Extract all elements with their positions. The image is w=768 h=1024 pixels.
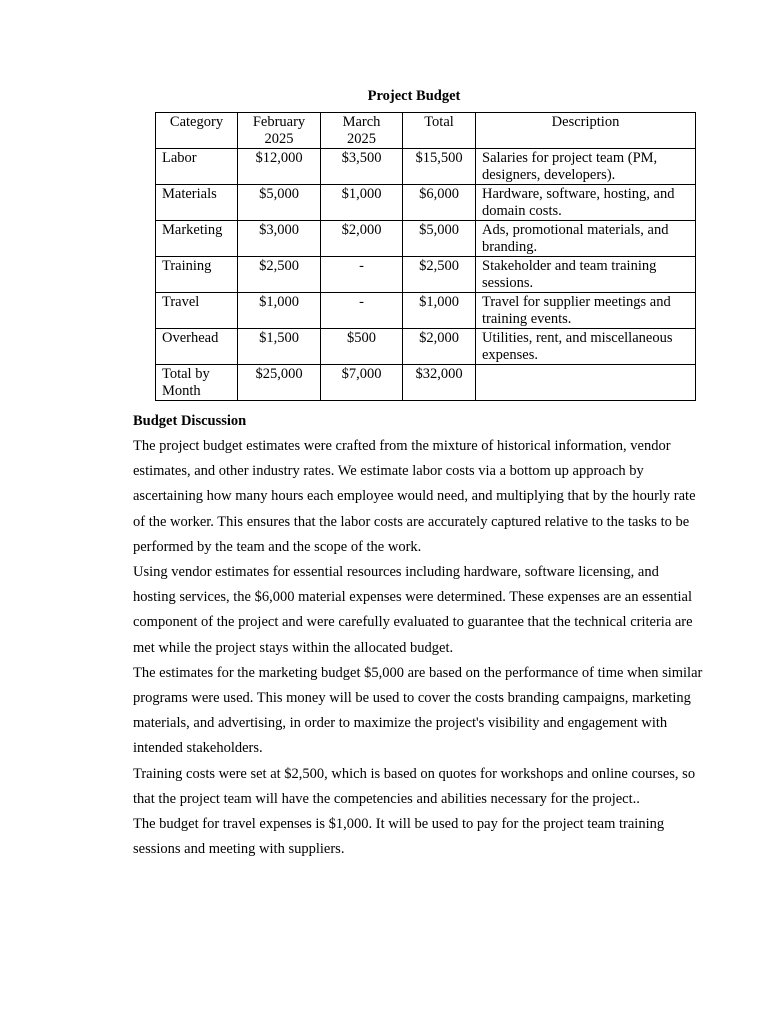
cell-category: Total by Month — [156, 365, 238, 401]
table-row — [156, 221, 696, 257]
cell-category: Overhead — [156, 329, 238, 365]
cell-category: Marketing — [156, 221, 238, 257]
discussion-heading: Budget Discussion — [133, 413, 247, 429]
header-description: Description — [476, 113, 696, 149]
table-row-totals — [156, 365, 696, 401]
cell-march: - — [321, 293, 403, 329]
cell-category: Travel — [156, 293, 238, 329]
cell-total: $32,000 — [403, 365, 476, 401]
header-february: February 2025 — [238, 113, 321, 149]
cell-description: Stakeholder and team training sessions. — [476, 257, 696, 293]
table-row — [156, 329, 696, 365]
cell-march: $1,000 — [321, 185, 403, 221]
cell-march: $500 — [321, 329, 403, 365]
cell-february: $12,000 — [238, 149, 321, 185]
cell-march: $3,500 — [321, 149, 403, 185]
cell-description: Salaries for project team (PM, designers, developers). — [476, 149, 696, 185]
table-row — [156, 185, 696, 221]
cell-description: Utilities, rent, and miscellaneous expenses. — [476, 329, 696, 365]
cell-total: $1,000 — [403, 293, 476, 329]
table-title: Project Budget — [367, 88, 461, 104]
cell-february: $2,500 — [238, 257, 321, 293]
cell-march: $2,000 — [321, 221, 403, 257]
discussion-paragraph: The budget for travel expenses is $1,000. It will be used to pay for the project team training sessions and meeting with suppliers. — [133, 816, 665, 858]
header-category: Category — [156, 113, 238, 149]
cell-february: $3,000 — [238, 221, 321, 257]
discussion-paragraph: The estimates for the marketing budget $5,000 are based on the performance of time when similar programs were used. This money will be used to cover the costs branding campaigns, marketing materials, and advertising, in order to maximize the project's visibility and engagement with intended stakeholders. — [133, 664, 703, 757]
cell-category: Materials — [156, 185, 238, 221]
budget-discussion-section — [133, 409, 703, 862]
cell-february: $1,500 — [238, 329, 321, 365]
header-total: Total — [403, 113, 476, 149]
cell-category: Training — [156, 257, 238, 293]
cell-total: $15,500 — [403, 149, 476, 185]
budget-table — [155, 112, 696, 401]
cell-total: $2,000 — [403, 329, 476, 365]
cell-description: Hardware, software, hosting, and domain costs. — [476, 185, 696, 221]
cell-description: Travel for supplier meetings and training events. — [476, 293, 696, 329]
cell-description: Ads, promotional materials, and branding. — [476, 221, 696, 257]
cell-category: Labor — [156, 149, 238, 185]
discussion-paragraph: Training costs were set at $2,500, which is based on quotes for workshops and online courses, so that the project team will have the competencies and abilities necessary for the project.. — [133, 765, 696, 807]
cell-total: $2,500 — [403, 257, 476, 293]
table-header-row — [156, 113, 696, 149]
cell-total: $5,000 — [403, 221, 476, 257]
cell-february: $5,000 — [238, 185, 321, 221]
cell-february: $25,000 — [238, 365, 321, 401]
cell-february: $1,000 — [238, 293, 321, 329]
cell-total: $6,000 — [403, 185, 476, 221]
discussion-paragraph: The project budget estimates were crafted from the mixture of historical information, vendor estimates, and other industry rates. We estimate labor costs via a bottom up approach by ascertaining how many hours each employee would need, and multiplying that by the hourly rate of the worker. This ensures that the labor costs are accurately captured relative to the tasks to be performed by the team and the scope of the work. — [133, 438, 696, 555]
header-march: March 2025 — [321, 113, 403, 149]
table-row — [156, 257, 696, 293]
cell-march: - — [321, 257, 403, 293]
discussion-paragraph: Using vendor estimates for essential resources including hardware, software licensing, and hosting services, the $6,000 material expenses were determined. These expenses are an essential component of the project and were carefully evaluated to guarantee that the technical criteria are met while the project stays within the allocated budget. — [133, 564, 693, 656]
table-row — [156, 149, 696, 185]
cell-march: $7,000 — [321, 365, 403, 401]
cell-description — [476, 365, 696, 401]
table-row — [156, 293, 696, 329]
